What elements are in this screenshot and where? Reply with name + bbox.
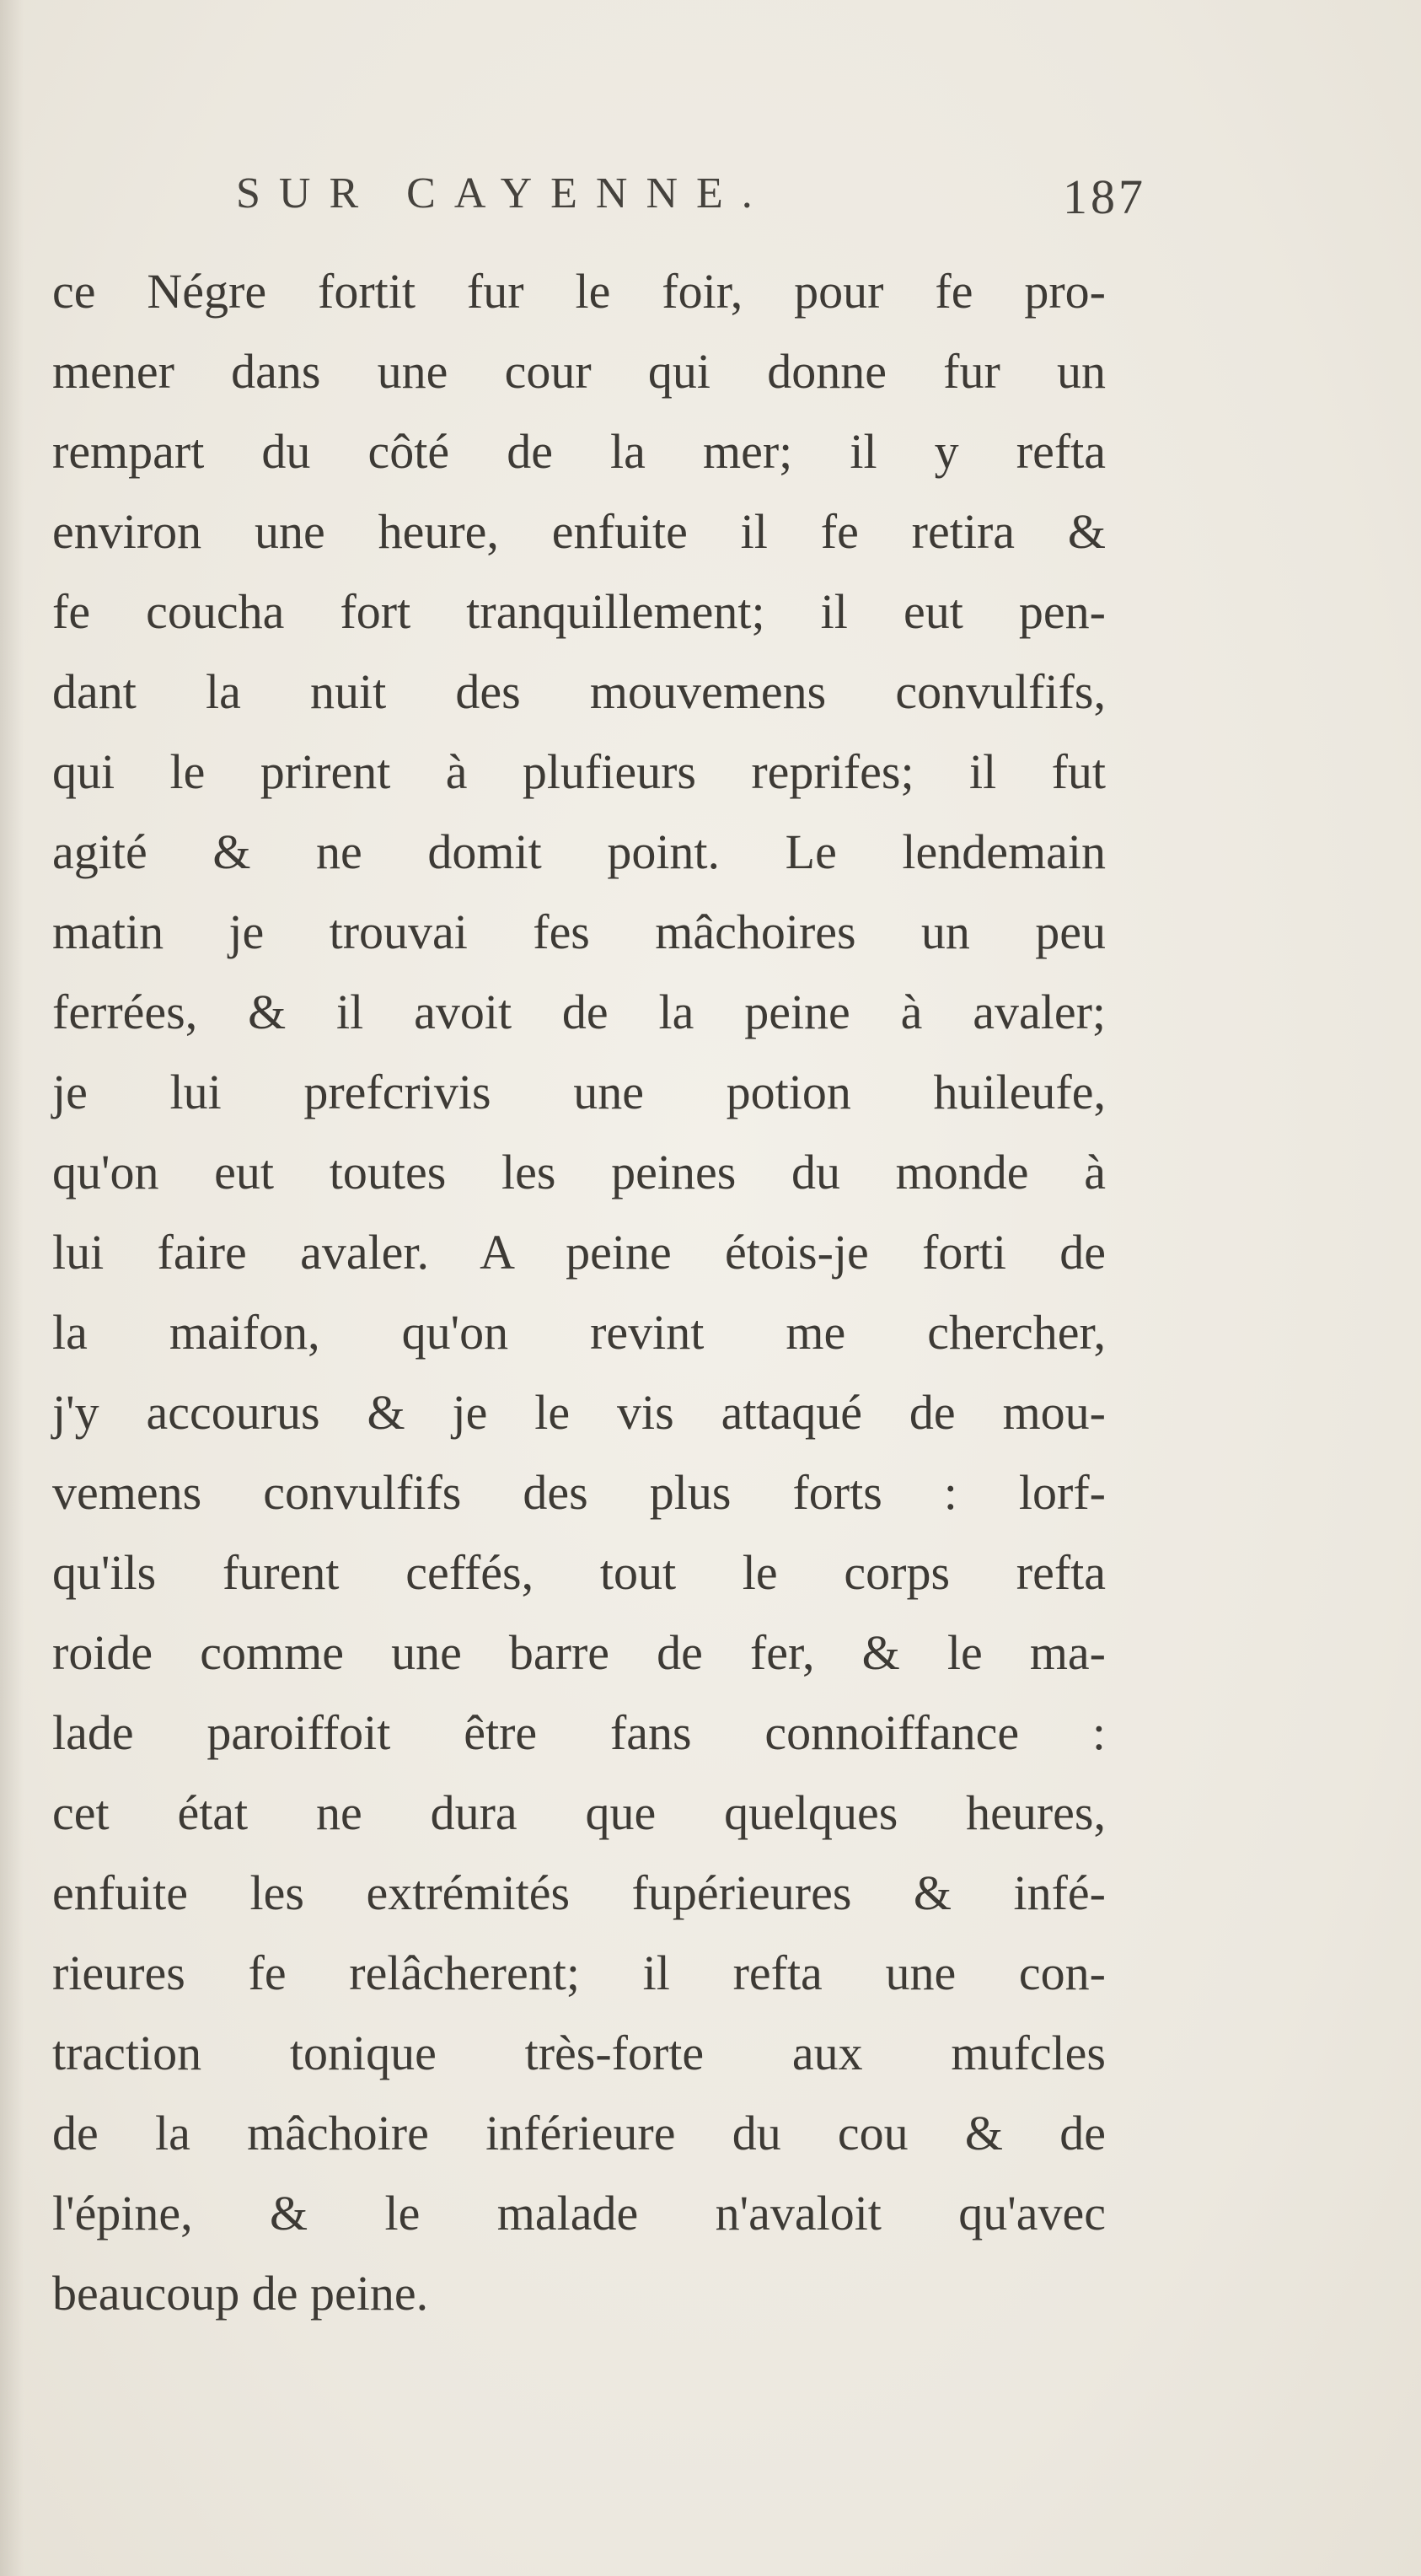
text-line: roide comme une barre de fer, & le ma- <box>52 1625 1106 1680</box>
text-line: rempart du côté de la mer; il y refta <box>52 424 1106 479</box>
text-line: qui le prirent à plufieurs reprifes; il fut <box>52 744 1106 799</box>
text-line: lade paroiffoit être fans connoiffance : <box>52 1705 1106 1760</box>
text-line: la maifon, qu'on revint me chercher, <box>52 1305 1106 1360</box>
page-header <box>236 169 1146 236</box>
text-line: beaucoup de peine. <box>52 2266 429 2321</box>
running-head: SUR CAYENNE. <box>236 169 771 217</box>
text-line: matin je trouvai fes mâchoires un peu <box>52 904 1106 959</box>
gutter-shadow <box>0 0 24 2576</box>
text-line: fe coucha fort tranquillement; il eut pen- <box>52 584 1106 639</box>
text-line: qu'on eut toutes les peines du monde à <box>52 1145 1106 1199</box>
text-line: de la mâchoire inférieure du cou & de <box>52 2106 1106 2160</box>
text-line: qu'ils furent ceffés, tout le corps refta <box>52 1545 1106 1600</box>
text-line: traction tonique très-forte aux mufcles <box>52 2026 1106 2080</box>
text-line: agité & ne domit point. Le lendemain <box>52 824 1106 879</box>
body-text <box>52 251 1106 2333</box>
text-line: enfuite les extrémités fupérieures & infé- <box>52 1865 1106 1920</box>
text-line: mener dans une cour qui donne fur un <box>52 344 1106 399</box>
text-line: vemens convulfifs des plus forts : lorf- <box>52 1465 1106 1520</box>
text-line: ferrées, & il avoit de la peine à avaler; <box>52 985 1106 1039</box>
text-line: l'épine, & le malade n'avaloit qu'avec <box>52 2186 1106 2241</box>
text-line: j'y accourus & je le vis attaqué de mou- <box>52 1385 1106 1440</box>
text-line: lui faire avaler. A peine étois-je forti de <box>52 1225 1106 1280</box>
text-line: dant la nuit des mouvemens convulfifs, <box>52 664 1106 719</box>
text-line: environ une heure, enfuite il fe retira & <box>52 504 1106 559</box>
text-line: ce Négre fortit fur le foir, pour fe pro- <box>52 264 1106 319</box>
page-number: 187 <box>1063 169 1146 224</box>
text-line: je lui prefcrivis une potion huileufe, <box>52 1065 1106 1119</box>
text-line: cet état ne dura que quelques heures, <box>52 1785 1106 1840</box>
text-line: rieures fe relâcherent; il refta une con- <box>52 1945 1106 2000</box>
